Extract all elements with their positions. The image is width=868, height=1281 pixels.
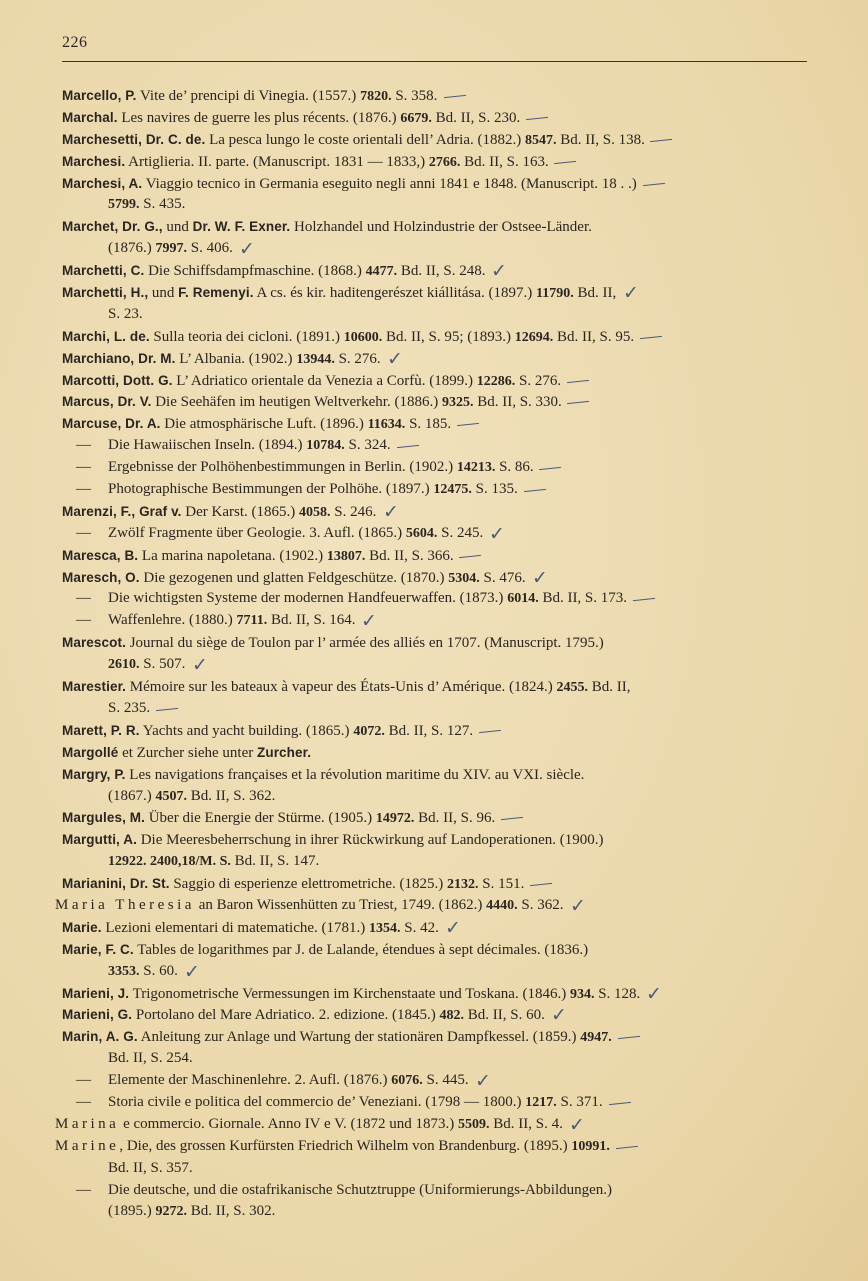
pencil-check-mark: ✓ [383, 500, 399, 523]
catalog-number: 5799. [108, 197, 140, 213]
catalog-line [0, 939, 868, 961]
pencil-tick-mark [457, 423, 479, 426]
shelf-location: S. 362. [517, 896, 564, 913]
entry-text: Les navires de guerre les plus récents. (1876.) [117, 109, 401, 126]
catalog-line [0, 1026, 868, 1048]
catalog-line [0, 173, 868, 195]
entry-coauthor: Zurcher. [257, 744, 312, 760]
entry-author: Marchesi. [62, 153, 126, 169]
pencil-tick-mark [156, 708, 178, 711]
pencil-tick-mark [479, 730, 501, 733]
shelf-location: S. 371. [556, 1093, 603, 1110]
shelf-location: S. 185. [405, 416, 452, 433]
shelf-location: Bd. II, S. 163. [460, 153, 549, 170]
catalog-number: 7997. [155, 241, 187, 257]
catalog-line [0, 610, 868, 632]
catalog-line [0, 1070, 868, 1092]
pencil-tick-mark [567, 379, 589, 382]
catalog-number: 12694. [514, 329, 554, 345]
catalog-line [0, 435, 868, 457]
entry-text: Die Schiffsdampfmaschine. (1868.) [144, 263, 366, 280]
entry-text: Yachts and yacht building. (1865.) [139, 722, 354, 739]
catalog-line [0, 698, 868, 720]
catalog-number: 7711. [236, 613, 268, 629]
entry-text: , Die, des grossen Kurfürsten Friedrich Wilhelm von Brandenburg. (1895.) [119, 1137, 572, 1154]
catalog-number: 12922. 2400,18/M. S. [108, 854, 231, 870]
catalog-line [0, 1158, 868, 1180]
shelf-location: S. 507. [139, 656, 186, 673]
shelf-location: Bd. II, [587, 679, 631, 696]
pencil-tick-mark [530, 883, 552, 886]
entry-coauthor: F. Remenyi. [178, 285, 254, 301]
pencil-check-mark: ✓ [445, 916, 461, 939]
shelf-location: S. 245. [437, 524, 484, 541]
catalog-line [0, 129, 868, 151]
catalog-line [0, 807, 868, 829]
catalog-number: 13807. [326, 548, 366, 564]
entry-text: Zwölf Fragmente über Geologie. 3. Aufl. (1865.) [108, 524, 406, 541]
entry-author: Maresch, O. [62, 569, 140, 585]
entry-text: Die wichtigsten Systeme der modernen Handfeuerwaffen. (1873.) [108, 590, 508, 607]
catalog-number: 4058. [299, 504, 331, 520]
entry-text: Die Meeresbeherrschung in ihrer Rückwirkung auf Landoperationen. (1900.) [136, 832, 604, 849]
catalog-number: 6076. [391, 1073, 423, 1089]
catalog-number: 14213. [456, 460, 496, 476]
pencil-tick-mark [616, 1146, 638, 1149]
pencil-check-mark: ✓ [475, 1070, 491, 1093]
entry-author: Marcotti, Dott. G. [62, 372, 173, 388]
ditto-dash: — [76, 590, 91, 607]
entry-author: Marchal. [62, 109, 118, 125]
entry-text: et Zurcher siehe unter [118, 744, 257, 761]
entry-text: Elemente der Maschinenlehre. 2. Aufl. (1876.) [108, 1072, 392, 1089]
shelf-location: Bd. II, S. 95. [553, 328, 635, 345]
catalog-line [0, 654, 868, 676]
catalog-number: 6679. [400, 110, 432, 126]
entry-text: Ergebnisse der Polhöhenbestimmungen in Berlin. (1902.) [108, 459, 457, 476]
catalog-number: 6014. [507, 591, 539, 607]
catalog-line [0, 391, 868, 413]
shelf-location: Bd. II, S. 95; (1893.) [382, 328, 515, 345]
ditto-dash: — [76, 612, 91, 629]
shelf-location: Bd. II, S. 362. [187, 787, 276, 804]
catalog-line [0, 282, 868, 304]
entry-text: (1867.) [108, 787, 156, 804]
entry-text: (1895.) [108, 1203, 156, 1220]
entry-text: und [148, 285, 179, 302]
catalog-line [0, 632, 868, 654]
shelf-location: Bd. II, S. 302. [187, 1203, 276, 1220]
shelf-location: S. 135. [471, 481, 518, 498]
shelf-location: S. 86. [495, 459, 534, 476]
shelf-location: S. 358. [391, 88, 438, 104]
pencil-tick-mark [397, 445, 419, 448]
shelf-location: S. 276. [515, 372, 562, 389]
catalog-line [0, 1180, 868, 1202]
shelf-location: S. 246. [330, 503, 377, 520]
pencil-tick-mark [526, 117, 548, 120]
shelf-location: S. 128. [594, 985, 641, 1002]
shelf-location: Bd. II, S. 330. [473, 394, 562, 411]
pencil-tick-mark [618, 1036, 640, 1039]
catalog-line [0, 326, 868, 348]
catalog-number: 3353. [108, 963, 140, 979]
shelf-location: Bd. II, [573, 285, 617, 302]
entry-text: Artiglieria. II. parte. (Manuscript. 1831 — 1833,) [125, 153, 429, 170]
entry-text: Lezioni elementari di matematiche. (1781.) [101, 919, 370, 936]
entry-text: L’ Albania. (1902.) [175, 350, 297, 367]
entry-text: Sulla teoria dei cicloni. (1891.) [149, 328, 344, 345]
ditto-dash: — [76, 1072, 91, 1089]
catalog-line [0, 1114, 868, 1136]
entry-text: Der Karst. (1865.) [181, 503, 300, 520]
catalog-line [0, 742, 868, 764]
entry-author: Marchetti, H., [62, 285, 149, 301]
entry-text: Journal du siège de Toulon par l’ armée des alliés en 1707. (Manuscript. 1795.) [125, 635, 604, 652]
entry-text: La marina napoletana. (1902.) [138, 547, 327, 564]
shelf-location: S. 435. [139, 196, 186, 213]
shelf-location: Bd. II, S. 127. [384, 722, 474, 739]
catalog-line [0, 961, 868, 983]
catalog-number: 934. [569, 986, 595, 1002]
catalog-number: 8547. [524, 132, 557, 148]
shelf-location: Bd. II, S. 248. [397, 263, 486, 280]
entry-text: Bd. II, S. 254. [108, 1050, 193, 1067]
catalog-number: 9272. [155, 1204, 187, 1220]
catalog-number: 13944. [296, 351, 335, 367]
entry-text: (1876.) [108, 240, 156, 257]
catalog-line [0, 676, 868, 698]
catalog-number: 12286. [476, 373, 516, 389]
shelf-location: Bd. II, S. 230. [431, 109, 521, 126]
catalog-line [0, 85, 868, 107]
entry-author: Marcuse, Dr. A. [62, 416, 161, 432]
entry-text: e commercio. Giornale. Anno IV e V. (1872 und 1873.) [119, 1115, 459, 1132]
entry-text: La pesca lungo le coste orientali dell’ Adria. (1882.) [205, 131, 525, 148]
entry-text: Viaggio tecnico in Germania eseguito negli anni 1841 e 1848. (Manuscript. 18 . .) [142, 175, 637, 192]
catalog-line [0, 413, 868, 435]
entry-author: Maresca, B. [62, 547, 139, 563]
shelf-location: S. 42. [400, 919, 439, 936]
entry-text: Portolano del Mare Adriatico. 2. edizione. (1845.) [132, 1007, 440, 1024]
catalog-line [0, 523, 868, 545]
shelf-location: S. 476. [479, 569, 526, 586]
catalog-line [0, 107, 868, 129]
catalog-line [0, 786, 868, 808]
catalog-number: 7820. [360, 89, 392, 104]
pencil-check-mark: ✓ [569, 1113, 585, 1136]
catalog-number: 5304. [448, 570, 480, 586]
pencil-check-mark: ✓ [551, 1004, 567, 1027]
entry-text: Vite de’ prencipi di Vinegia. (1557.) [136, 88, 361, 104]
catalog-number: 2455. [556, 680, 588, 696]
entry-text: Die atmosphärische Luft. (1896.) [160, 416, 368, 433]
entry-text: Anleitung zur Anlage und Wartung der stationären Dampfkessel. (1859.) [137, 1029, 581, 1046]
catalog-line [0, 851, 868, 873]
entry-text: Waffenlehre. (1880.) [108, 612, 237, 629]
catalog-line [0, 370, 868, 392]
pencil-tick-mark [633, 598, 655, 601]
ditto-dash: — [76, 1093, 91, 1110]
catalog-number: 10991. [571, 1138, 610, 1154]
shelf-location: S. 276. [334, 350, 381, 367]
entry-author: Marchet, Dr. G., [62, 219, 163, 235]
catalog-number: 5509. [458, 1116, 490, 1132]
catalog-number: 11790. [535, 286, 574, 302]
shelf-location: Bd. II, S. 138. [556, 131, 645, 148]
entry-text: Über die Energie der Stürme. (1905.) [144, 810, 376, 827]
pencil-check-mark: ✓ [387, 347, 403, 370]
entry-text: Die gezogenen und glatten Feldgeschütze. (1870.) [139, 569, 449, 586]
catalog-number: 482. [439, 1008, 465, 1024]
catalog-line [0, 348, 868, 370]
ditto-dash: — [76, 524, 91, 541]
header-rule [62, 61, 807, 62]
shelf-location: Bd. II, S. 4. [489, 1115, 563, 1132]
entry-title-lead: Maria Theresia [55, 896, 195, 913]
shelf-location: S. 324. [344, 437, 391, 454]
catalog-number: 4477. [365, 264, 398, 280]
catalog-number: 5604. [405, 525, 438, 541]
entry-text: Die Seehäfen im heutigen Weltverkehr. (1886.) [151, 394, 442, 411]
pencil-tick-mark [640, 336, 662, 339]
shelf-location: Bd. II, S. 60. [464, 1007, 545, 1024]
pencil-check-mark: ✓ [192, 654, 208, 677]
ditto-dash: — [76, 481, 91, 498]
entry-author: Marie. [62, 919, 102, 935]
ditto-dash: — [76, 459, 91, 476]
pencil-tick-mark [650, 139, 672, 142]
entry-author: Marchesi, A. [62, 175, 143, 191]
shelf-location: S. 151. [478, 876, 525, 893]
catalog-number: 4440. [486, 897, 518, 913]
entry-text: an Baron Wissenhütten zu Triest, 1749. (1862.) [194, 896, 487, 913]
pencil-check-mark: ✓ [623, 282, 639, 305]
shelf-location: Bd. II, S. 366. [365, 547, 454, 564]
entry-text: und [162, 219, 193, 236]
entry-coauthor: Dr. W. F. Exner. [192, 219, 291, 235]
pencil-tick-mark [524, 489, 546, 492]
pencil-tick-mark [539, 467, 561, 470]
ditto-dash: — [76, 437, 91, 454]
entry-text: Saggio di esperienze elettrometriche. (1825.) [169, 876, 447, 893]
ditto-dash: — [76, 1181, 91, 1198]
catalog-number: 4507. [155, 788, 187, 804]
catalog-entries [0, 85, 868, 1223]
pencil-check-mark: ✓ [239, 238, 255, 261]
shelf-location: Bd. II, S. 147. [230, 853, 320, 870]
catalog-line [0, 1004, 868, 1026]
entry-author: Marenzi, F., Graf v. [62, 503, 182, 519]
entry-text: Die Hawaiischen Inseln. (1894.) [108, 437, 307, 454]
pencil-check-mark: ✓ [184, 960, 200, 983]
catalog-line [0, 194, 868, 216]
catalog-line [0, 588, 868, 610]
entry-text: Storia civile e politica del commercio de’ Veneziani. (1798 — 1800.) [108, 1093, 526, 1110]
entry-author: Marieni, J. [62, 985, 130, 1001]
entry-author: Marianini, Dr. St. [62, 876, 170, 892]
entry-text: S. 23. [108, 305, 143, 322]
catalog-line [0, 216, 868, 238]
entry-text: A cs. és kir. haditengerészet kiállitása. (1897.) [253, 285, 536, 302]
catalog-line [0, 983, 868, 1005]
entry-text: L’ Adriatico orientale da Venezia a Corfù. (1899.) [172, 372, 477, 389]
entry-text: Trigonometrische Vermessungen im Kirchenstaate und Toskana. (1846.) [129, 985, 570, 1002]
entry-author: Marchesetti, Dr. C. de. [62, 131, 206, 147]
entry-author: Marieni, G. [62, 1007, 133, 1023]
pencil-tick-mark [459, 555, 481, 558]
catalog-line [0, 260, 868, 282]
catalog-number: 4072. [353, 723, 385, 739]
entry-author: Margry, P. [62, 766, 126, 782]
entry-author: Margules, M. [62, 810, 145, 826]
entry-author: Marchetti, C. [62, 263, 145, 279]
catalog-number: 10784. [306, 438, 345, 454]
catalog-number: 14972. [375, 811, 415, 827]
entry-author: Margutti, A. [62, 832, 137, 848]
pencil-tick-mark [643, 182, 665, 185]
pencil-tick-mark [501, 817, 523, 820]
pencil-tick-mark [444, 95, 466, 98]
pencil-check-mark: ✓ [570, 894, 586, 917]
catalog-number: 2132. [446, 877, 479, 893]
entry-text: Tables de logarithmes par J. de Lalande, étendues à sept décimales. (1836.) [133, 941, 589, 958]
catalog-line [0, 764, 868, 786]
pencil-check-mark: ✓ [489, 522, 505, 545]
catalog-number: 9325. [441, 395, 474, 411]
page-number: 226 [62, 34, 88, 51]
catalog-line [0, 1048, 868, 1070]
pencil-check-mark: ✓ [532, 566, 548, 589]
catalog-number: 11634. [367, 417, 406, 433]
entry-author: Marcus, Dr. V. [62, 394, 152, 410]
pencil-check-mark: ✓ [646, 982, 662, 1005]
catalog-number: 1354. [369, 920, 401, 936]
catalog-number: 12475. [433, 482, 472, 498]
pencil-tick-mark [609, 1102, 631, 1105]
shelf-location: S. 60. [139, 962, 178, 979]
entry-author: Marcello, P. [62, 88, 137, 103]
catalog-line [0, 1201, 868, 1223]
catalog-line [0, 917, 868, 939]
entry-author: Marin, A. G. [62, 1029, 138, 1045]
entry-text: Mémoire sur les bateaux à vapeur des États-Unis d’ Amérique. (1824.) [126, 679, 557, 696]
entry-text: Holzhandel und Holzindustrie der Ostsee-Länder. [290, 219, 592, 236]
shelf-location: Bd. II, S. 96. [414, 810, 496, 827]
entry-author: Marescot. [62, 635, 126, 651]
pencil-check-mark: ✓ [491, 260, 507, 283]
catalog-line [0, 720, 868, 742]
entry-title-lead: Marina [55, 1115, 120, 1132]
catalog-number: 1217. [525, 1094, 557, 1110]
shelf-location: Bd. II, S. 164. [267, 612, 356, 629]
catalog-line [0, 1136, 868, 1158]
catalog-number: 2766. [428, 154, 461, 170]
catalog-line [0, 501, 868, 523]
entry-title-lead: Marine [55, 1137, 120, 1154]
pencil-tick-mark [554, 161, 576, 164]
shelf-location: Bd. II, S. 173. [538, 590, 628, 607]
entry-text: Die deutsche, und die ostafrikanische Schutztruppe (Uniformierungs-Abbildungen.) [108, 1181, 613, 1198]
entry-text: Bd. II, S. 357. [108, 1159, 193, 1176]
entry-text: Les navigations françaises et la révolution maritime du XIV. au VXI. siècle. [125, 766, 585, 783]
entry-text: S. 235. [108, 699, 151, 716]
shelf-location: S. 406. [187, 240, 233, 257]
pencil-check-mark: ✓ [361, 610, 377, 633]
catalog-line [0, 479, 868, 501]
entry-text: Photographische Bestimmungen der Polhöhe. (1897.) [108, 481, 434, 498]
entry-author: Marie, F. C. [62, 941, 134, 957]
catalog-number: 4947. [580, 1030, 612, 1046]
catalog-line [0, 873, 868, 895]
catalog-line [0, 238, 868, 260]
catalog-line [0, 545, 868, 567]
catalog-line [0, 304, 868, 326]
entry-author: Marestier. [62, 679, 127, 695]
catalog-line [0, 829, 868, 851]
catalog-line [0, 895, 868, 917]
entry-author: Marchi, L. de. [62, 328, 150, 344]
catalog-number: 2610. [108, 657, 140, 673]
shelf-location: S. 445. [422, 1072, 469, 1089]
catalog-line [0, 1092, 868, 1114]
catalog-line [0, 151, 868, 173]
catalog-number: 10600. [343, 329, 383, 345]
pencil-tick-mark [567, 401, 589, 404]
entry-author: Margollé [62, 744, 119, 760]
catalog-line [0, 457, 868, 479]
catalog-line [0, 567, 868, 589]
entry-author: Marett, P. R. [62, 722, 140, 738]
entry-author: Marchiano, Dr. M. [62, 350, 176, 366]
